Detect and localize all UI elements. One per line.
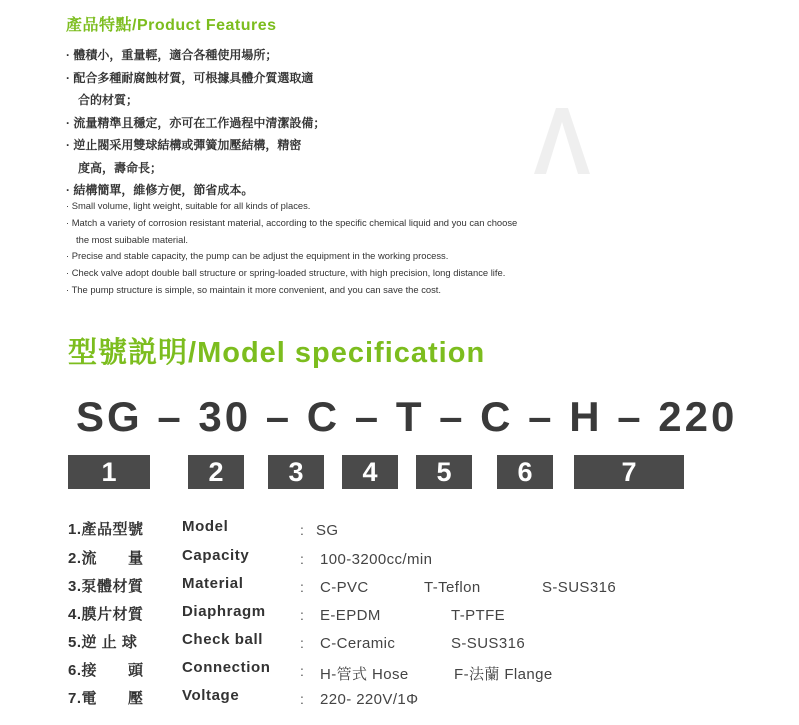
spec-label-en: Material	[182, 575, 244, 592]
code-box-2: 2	[188, 455, 244, 489]
feature-zh-item	[66, 112, 486, 135]
feature-en-item	[66, 265, 666, 282]
feature-zh-text-continued: 度高，壽命長；	[78, 160, 163, 175]
spec-label-zh: 7.電 壓	[68, 690, 144, 707]
bullet: ·	[66, 283, 70, 295]
feature-en-item	[66, 248, 666, 265]
spec-colon: :	[300, 607, 304, 623]
spec-value: SG	[316, 522, 339, 539]
features-en-list	[66, 198, 666, 299]
bullet: ·	[66, 250, 70, 262]
model-spec-title-en: /Model specification	[188, 337, 486, 369]
product-features-title-zh: 產品特點	[66, 17, 133, 34]
spec-value: T-PTFE	[451, 607, 506, 624]
bullet: ·	[66, 183, 70, 197]
spec-value: H-管式 Hose	[320, 666, 409, 683]
spec-label-zh: 4.膜片材質	[68, 606, 144, 623]
spec-value: T-Teflon	[424, 579, 481, 596]
spec-label-en: Capacity	[182, 547, 250, 564]
feature-zh-text: 流量精準且穩定，亦可在工作過程中清潔設備；	[73, 115, 326, 130]
code-box-3: 3	[268, 455, 324, 489]
features-zh-list	[66, 44, 486, 202]
spec-colon: :	[300, 691, 304, 707]
model-spec-title	[68, 330, 485, 371]
spec-label-en: Diaphragm	[182, 603, 266, 620]
spec-colon: :	[300, 663, 304, 679]
spec-label-zh: 6.接 頭	[68, 662, 144, 679]
bullet: ·	[66, 138, 70, 152]
feature-en-text: Match a variety of corrosion resistant material, according to the specific chemical liquid and you can choose	[71, 216, 518, 228]
bullet: ·	[66, 70, 70, 85]
spec-value: 100-3200cc/min	[320, 551, 433, 568]
feature-en-item	[66, 282, 666, 299]
spec-value: E-EPDM	[320, 607, 381, 624]
model-spec-title-zh: 型號説明	[68, 337, 189, 369]
spec-value: S-SUS316	[451, 635, 526, 652]
feature-zh-item	[66, 134, 486, 179]
bullet: ·	[66, 216, 70, 228]
spec-value: C-Ceramic	[320, 635, 396, 652]
feature-zh-text: 配合多種耐腐蝕材質，可根據具體介質選取適	[73, 70, 314, 85]
spec-label-zh: 2.流 量	[68, 550, 144, 567]
product-features-title-en: /Product Features	[132, 17, 277, 34]
feature-zh-item	[66, 44, 486, 67]
feature-en-text: The pump structure is simple, so maintain it more convenient, and you can save the cost.	[71, 283, 442, 295]
spec-label-en: Voltage	[182, 687, 240, 704]
model-code: SG – 30 – C – T – C – H – 220	[76, 393, 738, 440]
code-box-7: 7	[574, 455, 684, 489]
bullet: ·	[66, 200, 70, 211]
bullet: ·	[66, 48, 70, 62]
spec-value: 220- 220V/1Φ	[320, 691, 419, 708]
spec-label-en: Check ball	[182, 631, 264, 648]
spec-value: S-SUS316	[542, 579, 617, 596]
feature-en-item	[66, 198, 666, 215]
feature-zh-text: 結構簡單，維修方便，節省成本。	[73, 183, 254, 197]
spec-value: F-法蘭 Flange	[454, 666, 553, 683]
spec-colon: :	[300, 551, 304, 567]
feature-zh-text: 體積小，重量輕，適合各種使用場所；	[73, 48, 278, 62]
spec-label-zh: 3.泵體材質	[68, 578, 144, 595]
feature-en-item	[66, 215, 666, 249]
code-box-1: 1	[68, 455, 150, 489]
spec-label-zh: 1.產品型號	[68, 521, 144, 538]
code-box-4: 4	[342, 455, 398, 489]
spec-colon: :	[300, 522, 304, 538]
feature-zh-text: 逆止閥采用雙球結構或彈簧加壓結構，精密	[73, 138, 302, 152]
spec-colon: :	[300, 635, 304, 651]
watermark-logo-icon	[528, 104, 594, 178]
spec-value: C-PVC	[320, 579, 369, 596]
feature-en-text: Check valve adopt double ball structure or spring-loaded structure, with high precision, long distance life.	[71, 267, 506, 279]
spec-label-en: Model	[182, 518, 229, 535]
bullet: ·	[66, 115, 70, 130]
code-box-5: 5	[416, 455, 472, 489]
feature-zh-item	[66, 67, 486, 112]
spec-label-en: Connection	[182, 659, 271, 676]
feature-en-text: Small volume, light weight, suitable for all kinds of places.	[71, 200, 311, 211]
spec-label-zh: 5.逆 止 球	[68, 634, 138, 651]
code-box-6: 6	[497, 455, 553, 489]
feature-en-text: Precise and stable capacity, the pump can be adjust the equipment in the working process.	[71, 250, 449, 262]
product-features-title	[66, 12, 277, 35]
bullet: ·	[66, 267, 70, 279]
feature-en-text-continued: the most suibable material.	[76, 233, 189, 245]
feature-zh-text-continued: 合的材質；	[78, 93, 139, 107]
spec-colon: :	[300, 579, 304, 595]
